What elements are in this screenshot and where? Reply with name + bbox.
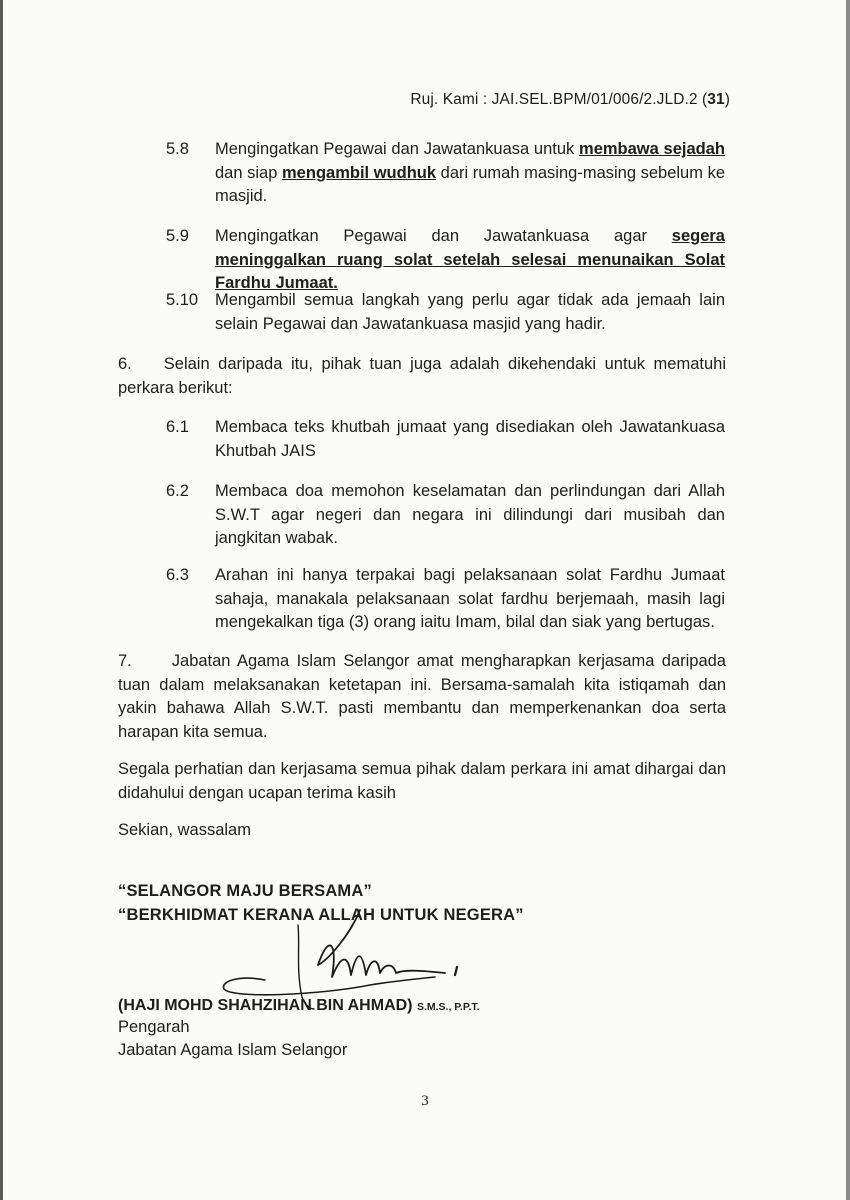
item-6-3-text: Arahan ini hanya terpakai bagi pelaksanaan solat Fardhu Jumaat sahaja, manakala pelaksanaan solat fardhu berjemaah, masih lagi mengekalkan tiga (3) orang iaitu Imam, bilal dan siak yang bertugas.: [215, 566, 725, 631]
motto-2: “BERKHIDMAT KERANA ALLAH UNTUK NEGERA”: [118, 906, 524, 924]
item-5-10-text: Mengambil semua langkah yang perlu agar tidak ada jemaah lain selain Pegawai dan Jawatankuasa masjid yang hadir.: [215, 291, 725, 333]
signatory-name: (HAJI MOHD SHAHZIHAN BIN AHMAD) S.M.S., P.P.T.: [118, 997, 480, 1014]
signatory-position: Pengarah: [118, 1018, 190, 1036]
page-number: 3: [421, 1093, 429, 1109]
motto-1: “SELANGOR MAJU BERSAMA”: [118, 882, 372, 900]
signatory-department: Jabatan Agama Islam Selangor: [118, 1041, 348, 1059]
item-6-1-text: Membaca teks khutbah jumaat yang disediakan oleh Jawatankuasa Khutbah JAIS: [215, 418, 725, 460]
item-5-9-text: Mengingatkan Pegawai dan Jawatankuasa agar segera meninggalkan ruang solat setelah selesai menunaikan Solat Fardhu Jumaat.: [215, 227, 725, 292]
closing-thanks: Segala perhatian dan kerjasama semua pihak dalam perkara ini amat dihargai dan didahului dengan ucapan terima kasih: [118, 760, 726, 802]
item-5-8-text: Mengingatkan Pegawai dan Jawatankuasa untuk membawa sejadah dan siap mengambil wudhuk dari rumah masing-masing sebelum ke masjid.: [215, 140, 726, 205]
item-6-2-text: Membaca doa memohon keselamatan dan perlindungan dari Allah S.W.T agar negeri dan negara ini dilindungi dari musibah dan jangkitan wabak.: [215, 482, 725, 547]
reference-number: Ruj. Kami : JAI.SEL.BPM/01/006/2.JLD.2 (31): [410, 91, 730, 108]
paragraph-6: 6. Selain daripada itu, pihak tuan juga adalah dikehendaki untuk mematuhi perkara berikut:: [118, 355, 726, 397]
paragraph-7: 7. Jabatan Agama Islam Selangor amat mengharapkan kerjasama daripada tuan dalam melaksanakan ketetapan ini. Bersama-samalah kita istiqamah dan yakin bahawa Allah S.W.T. pasti membantu dan memperkenankan doa serta harapan kita semua.: [118, 652, 726, 741]
document-page: Ruj. Kami : JAI.SEL.BPM/01/006/2.JLD.2 (31) 5.8 Mengingatkan Pegawai dan Jawatankuasa untuk membawa sejadah dan siap mengambil wudhuk dari rumah masing-masing sebelum ke masjid. 5.9 Mengingatkan Pegawai dan Jawatankuasa agar segera meninggalkan ruang solat setelah selesai menunaikan Solat Fardhu Jumaat. 5.10 Mengambil semua langkah yang perlu agar tidak ada jemaah lain selain Pegawai dan Jawatankuasa masjid yang hadir. 6. Selain daripada itu, pihak tuan juga adalah dikehendaki untuk mematuhi perkara berikut: 6.1 Membaca teks khutbah jumaat yang disediakan oleh Jawatankuasa Khutbah JAIS 6.2 Membaca doa memohon keselamatan dan perlindungan dari Allah S.W.T agar negeri dan negara ini dilindungi dari musibah dan jangkitan wabak. 6.3 Arahan ini hanya terpakai bagi pelaksanaan solat Fardhu Jumaat sahaja, manakala pelaksanaan solat fardhu berjemaah, masih lagi mengekalkan tiga (3) orang iaitu Imam, bilal dan siak yang bertugas. 7. Jabatan Agama Islam Selangor amat mengharapkan kerjasama daripada tuan dalam melaksanakan ketetapan ini. Bersama-samalah kita istiqamah dan yakin bahawa Allah S.W.T. pasti membantu dan memperkenankan doa serta harapan kita semua. Segala perhatian dan kerjasama semua pihak dalam perkara ini amat dihargai dan didahului dengan ucapan terima kasih Sekian, wassalam “SELANGOR MAJU BERSAMA” “BERKHIDMAT KERANA ALLAH UNTUK NEGERA” (HAJI MOHD SHAHZIHAN BIN AHMAD) S.M.S., P.P.T. Pengarah Jabatan Agama Islam Selangor 3: [0, 0, 850, 1200]
closing-salam: Sekian, wassalam: [118, 821, 251, 839]
